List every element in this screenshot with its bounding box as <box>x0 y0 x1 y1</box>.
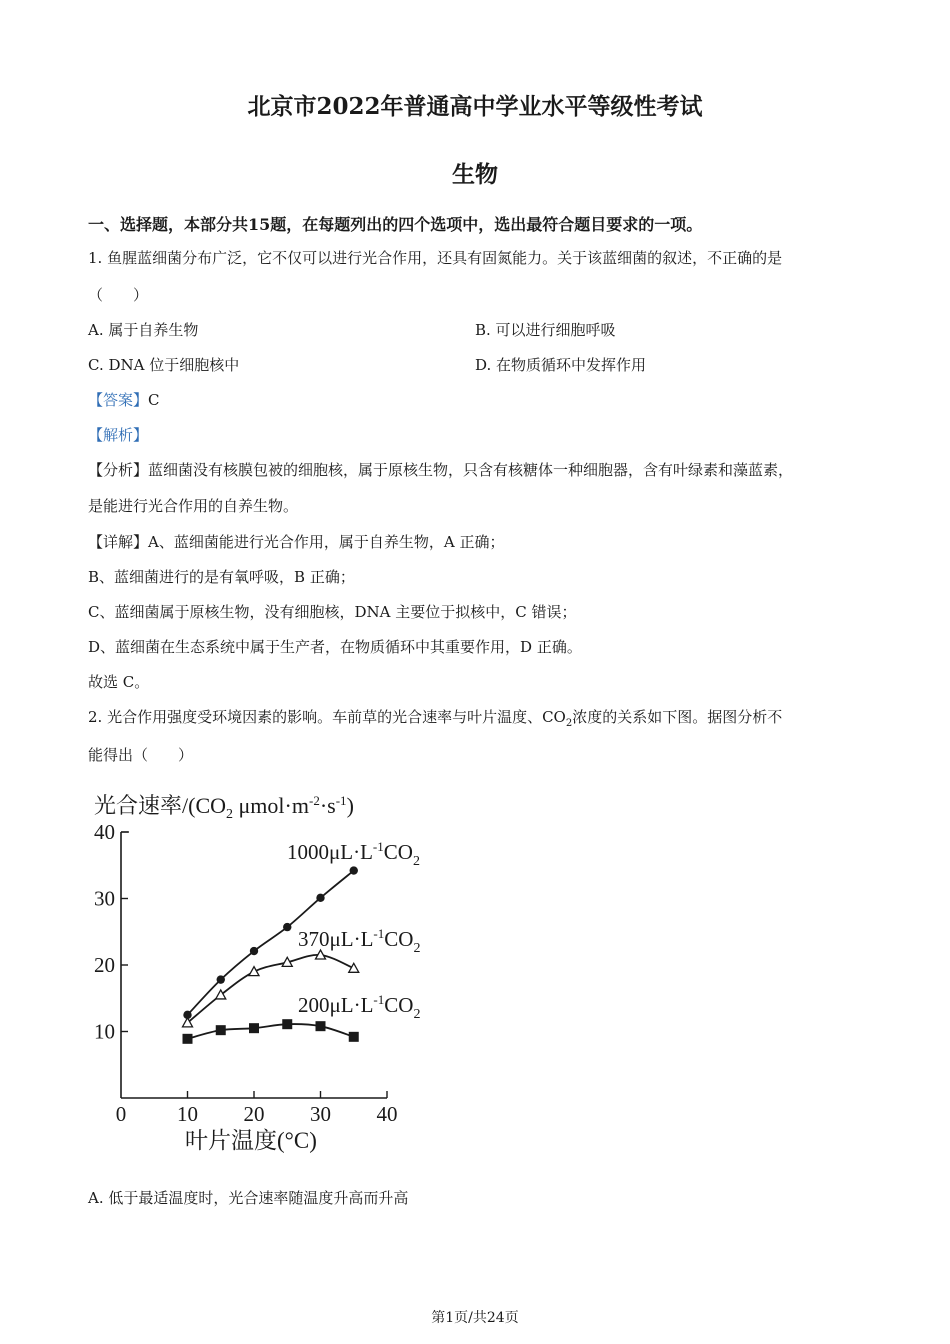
x-ticks <box>116 1091 398 1126</box>
y-tick-label: 20 <box>94 953 115 977</box>
data-point-circle <box>316 894 324 902</box>
detail-d: D、蓝细菌在生态系统中属于生产者，在物质循环中其重要作用，D 正确。 <box>88 638 582 656</box>
answer-label: 【答案】 <box>88 391 149 409</box>
q1-conclusion: 故选 C。 <box>88 673 150 691</box>
detail-c: C、蓝细菌属于原核生物，没有细胞核，DNA 主要位于拟核中，C 错误； <box>88 603 577 621</box>
data-point-circle <box>283 923 291 931</box>
data-point-square <box>349 1032 359 1042</box>
data-point-circle <box>350 866 358 874</box>
q1-option-b: B. 可以进行细胞呼吸 <box>475 321 616 339</box>
data-point-triangle <box>349 963 359 972</box>
y-ticks <box>94 820 128 1044</box>
data-point-triangle <box>249 967 259 976</box>
x-tick-label: 0 <box>115 1102 127 1126</box>
series-line-2 <box>188 1024 354 1039</box>
data-point-circle <box>217 975 225 983</box>
y-tick-label: 30 <box>94 886 115 911</box>
photosynthesis-chart <box>80 780 460 1170</box>
fenxi-text: 蓝细菌没有核膜包被的细胞核，属于原核生物，只含有核糖体一种细胞器，含有叶绿素和藻蓝素， <box>148 461 794 479</box>
x-tick-label: 20 <box>243 1102 265 1126</box>
data-point-square <box>316 1021 326 1031</box>
y-tick-label: 40 <box>94 820 115 844</box>
x-tick-label: 40 <box>376 1102 398 1126</box>
x-tick-label: 10 <box>177 1102 198 1126</box>
q2-stem <box>88 707 782 734</box>
data-point-square <box>216 1025 226 1035</box>
detail-a-text: A、蓝细菌能进行光合作用，属于自养生物，A 正确； <box>148 533 505 551</box>
q1-option-d: D. 在物质循环中发挥作用 <box>475 356 647 374</box>
fenxi-line2: 是能进行光合作用的自养生物。 <box>88 497 299 515</box>
data-point-square <box>282 1019 292 1029</box>
page-footer: 第1页/共24页 <box>431 1310 519 1326</box>
analysis-label: 【解析】 <box>88 426 149 444</box>
q1-option-a: A. 属于自养生物 <box>88 321 199 339</box>
data-point-square <box>183 1034 193 1044</box>
series-label-1000: $1000\mu L\cdot L^{-1}CO_2$ <box>287 839 420 869</box>
q1-option-c: C. DNA 位于细胞核中 <box>88 356 240 374</box>
q2-stem-part2: 浓度的关系如下图。据图分析不 <box>572 708 783 726</box>
data-point-circle <box>250 947 258 955</box>
x-axis-label: 叶片温度(°C) <box>185 1128 317 1153</box>
detail-label: 【详解】 <box>88 533 149 551</box>
data-point-square <box>249 1023 259 1033</box>
series-layer <box>183 866 359 1043</box>
detail-b: B、蓝细菌进行的是有氧呼吸，B 正确； <box>88 568 355 586</box>
q1-answer <box>88 390 160 410</box>
q2-stem-sub: 2 <box>565 718 573 729</box>
y-tick-label: 10 <box>94 1019 115 1044</box>
subject-title: 生物 <box>452 161 498 188</box>
y-axis-label: 光合速率$/(CO_2$ $\mu mol\cdot m^{-2}\cdot s^{-1}$) <box>94 793 354 822</box>
fenxi-label: 【分析】 <box>88 461 149 479</box>
answer-value: C <box>148 391 160 409</box>
q2-stem-line2: 能得出（ ） <box>88 746 194 764</box>
detail-a <box>88 532 504 552</box>
section-heading: 一、选择题，本部分共15题，在每题列出的四个选项中，选出最符合题目要求的一项。 <box>88 215 703 234</box>
q1-paren: （ ） <box>88 286 149 304</box>
fenxi-line1 <box>88 460 793 480</box>
q2-stem-part1: 2. 光合作用强度受环境因素的影响。车前草的光合速率与叶片温度、CO <box>88 708 566 726</box>
q1-stem: 1. 鱼腥蓝细菌分布广泛，它不仅可以进行光合作用，还具有固氮能力。关于该蓝细菌的叙述，不正确的是 <box>88 249 783 267</box>
x-tick-label: 30 <box>310 1102 331 1126</box>
series-label-370: $370\mu L\cdot L^{-1}CO_2$ <box>298 926 421 956</box>
q2-option-a: A. 低于最适温度时，光合速率随温度升高而升高 <box>88 1189 409 1207</box>
series-label-200: $200\mu L\cdot L^{-1}CO_2$ <box>298 992 421 1022</box>
exam-title: 北京市2022年普通高中学业水平等级性考试 <box>247 93 703 120</box>
